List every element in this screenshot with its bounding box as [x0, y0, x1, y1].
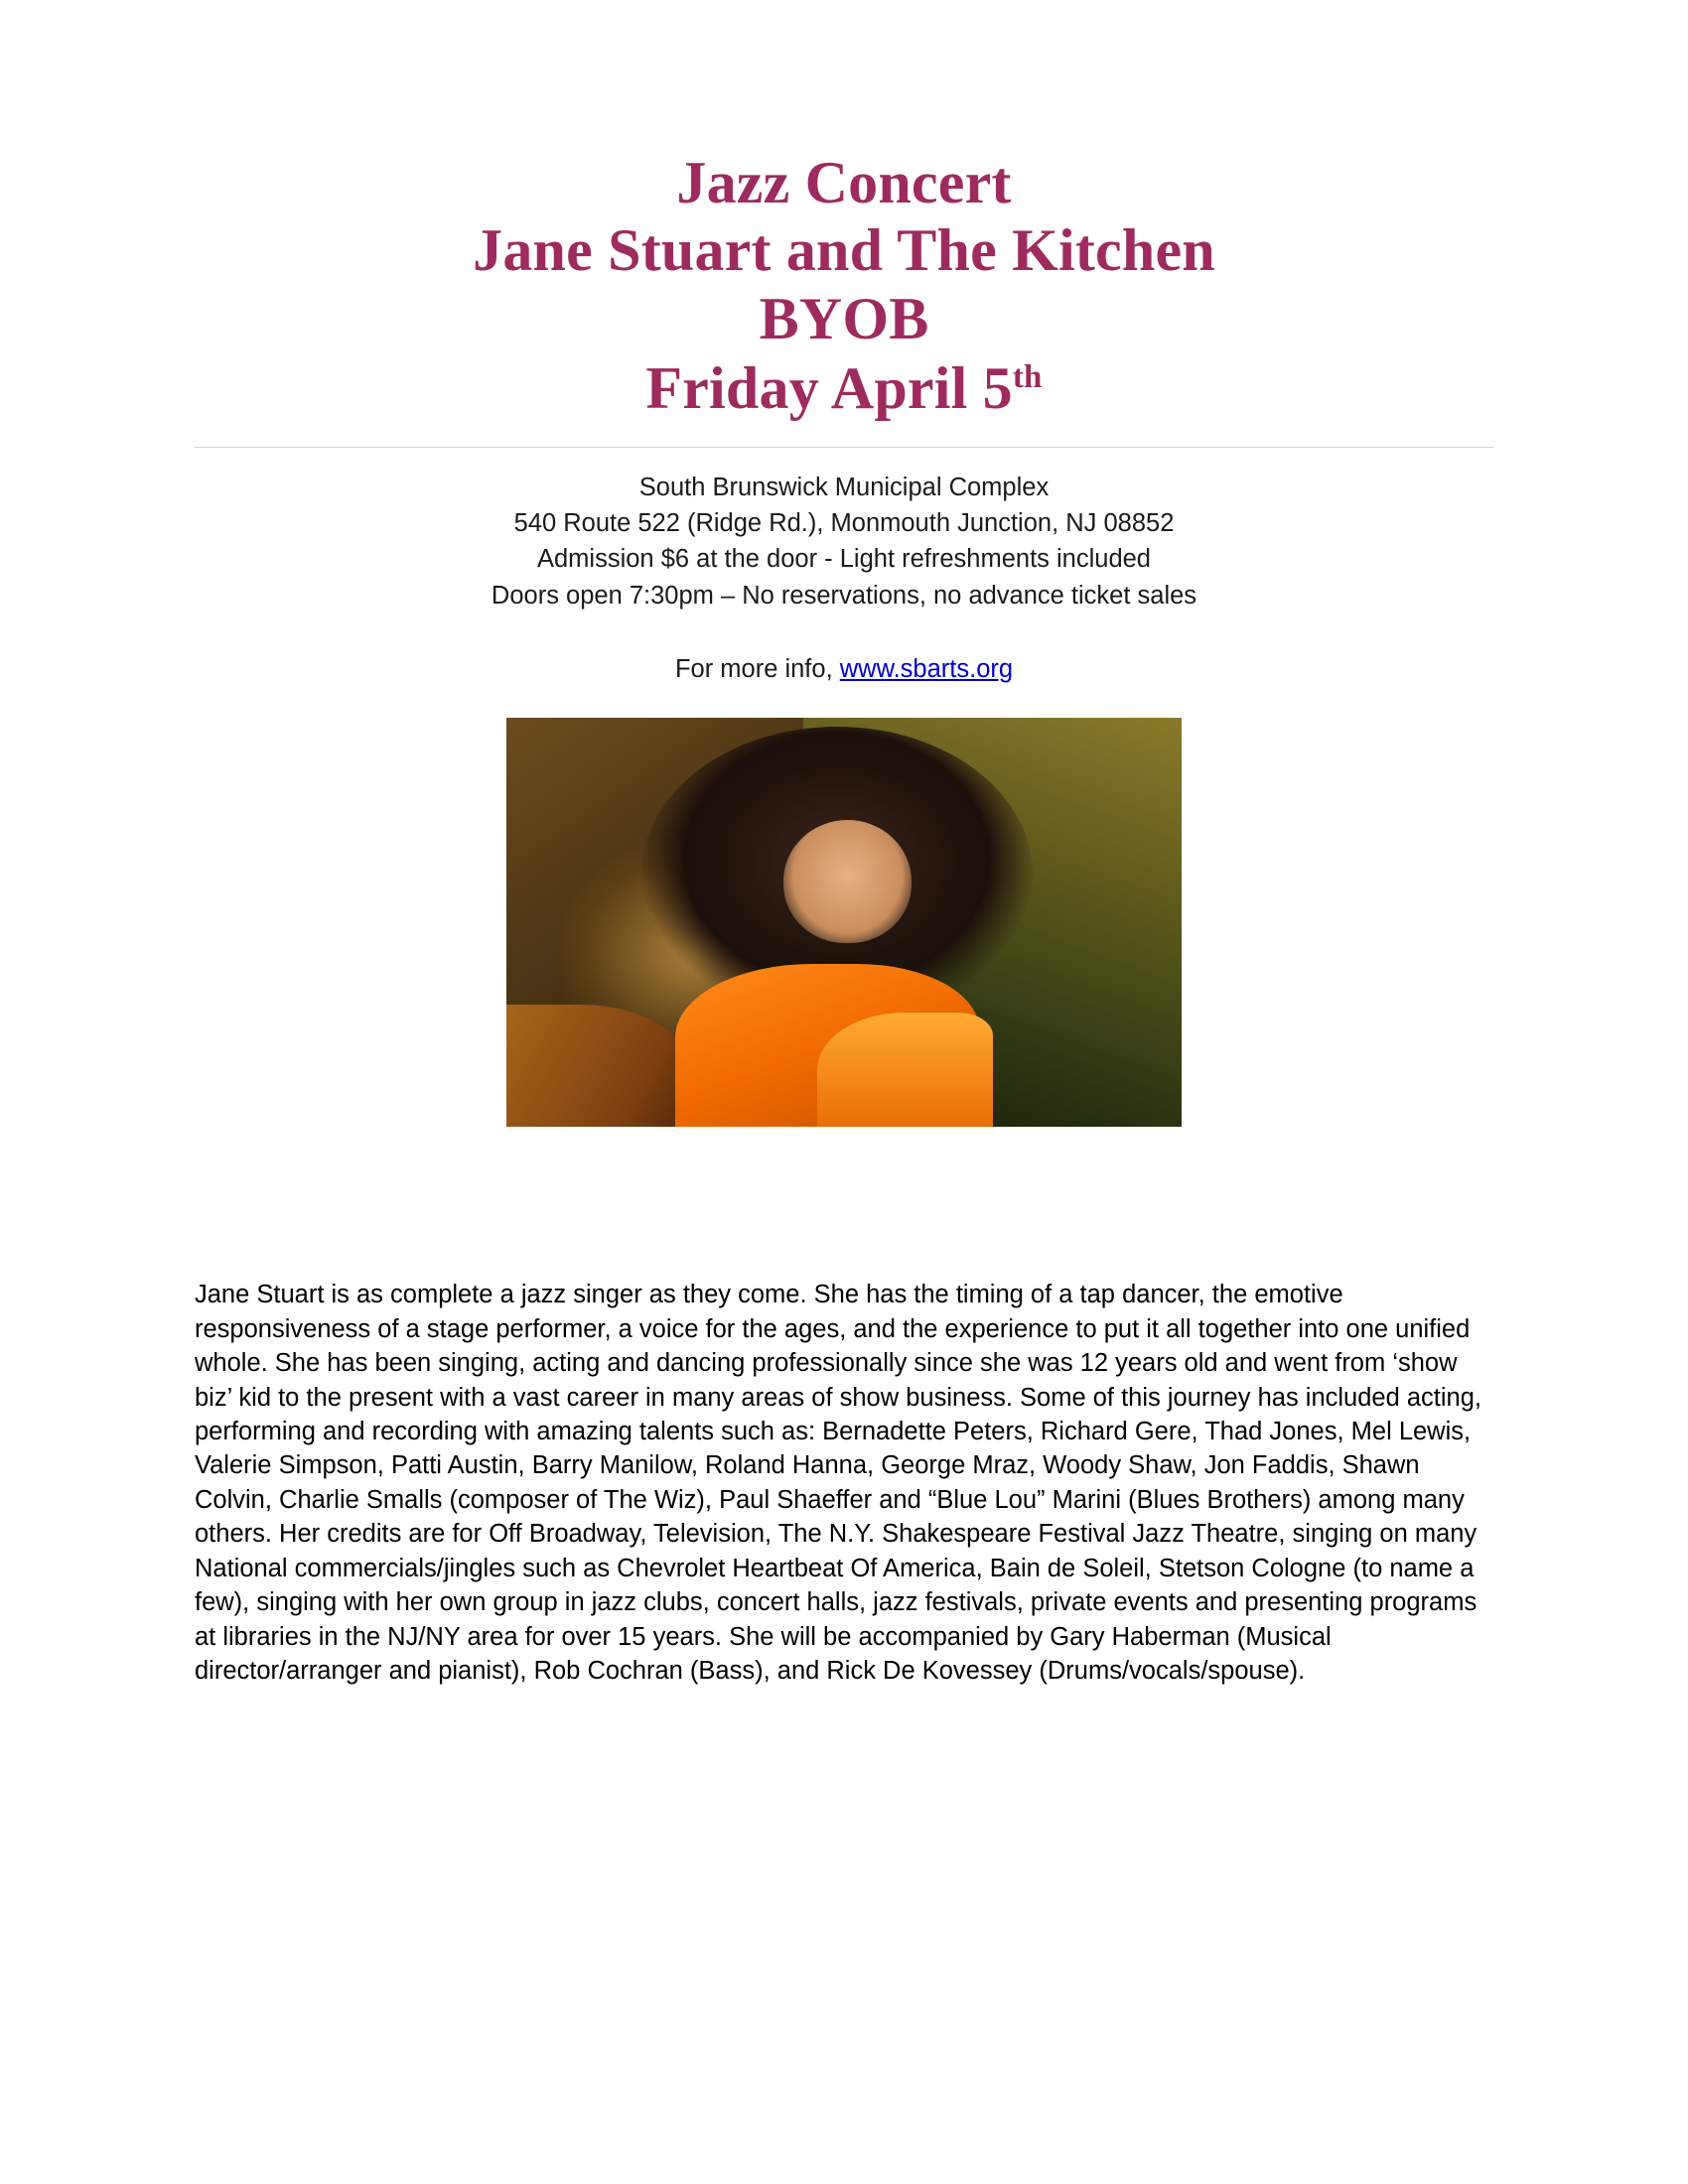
title-line-2: Jane Stuart and The Kitchen — [473, 217, 1215, 284]
event-date — [0, 354, 1688, 422]
event-date-ordinal: th — [1012, 359, 1043, 396]
venue-line-3: Admission $6 at the door - Light refreshments included — [536, 545, 1151, 574]
venue-line-4: Doors open 7:30pm – No reservations, no advance ticket sales — [491, 581, 1197, 610]
more-info-prefix: For more info, — [674, 655, 840, 684]
event-date-text: Friday April 5 — [645, 355, 1013, 422]
biography-paragraph: Jane Stuart is as complete a jazz singer as they come. She has the timing of a tap dancer, the emotive responsiveness of a stage performer, a voice for the ages, and the experience to put it all together into one unified whole. She has been singing, acting and dancing professionally since she was 12 years old and went from ‘show biz’ kid to the present with a vast career in many areas of show business. Some of this journey has included acting, performing and recording with amazing talents such as: Bernadette Peters, Richard Gere, Thad Jones, Mel Lewis, Valerie Simpson, Patti Austin, Barry Manilow, Roland Hanna, George Mraz, Woody Shaw, Jon Faddis, Shawn Colvin, Charlie Smalls (composer of The Wiz), Paul Shaeffer and “Blue Lou” Marini (Blues Brothers) among many others. Her credits are for Off Broadway, Television, The N.Y. Shakespeare Festival Jazz Theatre, singing on many National commercials/jingles such as Chevrolet Heartbeat Of America, Bain de Soleil, Stetson Cologne (to name a few), singing with her own group in jazz clubs, concert halls, jazz festivals, private events and presenting programs at libraries in the NJ/NY area for over 15 years. She will be accompanied by Gary Haberman (Musical director/arranger and pianist), Rob Cochran (Bass), and Rick De Kovessey (Drums/vocals/spouse). — [195, 1281, 1481, 1686]
title-line-1: Jazz Concert — [676, 150, 1012, 215]
title-block — [0, 0, 1688, 423]
website-link[interactable]: www.sbarts.org — [839, 655, 1014, 684]
header-divider — [195, 447, 1493, 448]
photo-container — [0, 718, 1688, 1127]
more-info-line — [0, 655, 1688, 684]
venue-line-2: 540 Route 522 (Ridge Rd.), Monmouth Junction, NJ 08852 — [513, 509, 1175, 538]
photo-face — [783, 820, 912, 943]
venue-line-1: South Brunswick Municipal Complex — [638, 473, 1050, 501]
venue-info — [0, 470, 1688, 614]
title-line-3: BYOB — [759, 285, 929, 351]
photo-scarf-highlight — [817, 1013, 993, 1127]
performer-photo — [506, 718, 1182, 1127]
